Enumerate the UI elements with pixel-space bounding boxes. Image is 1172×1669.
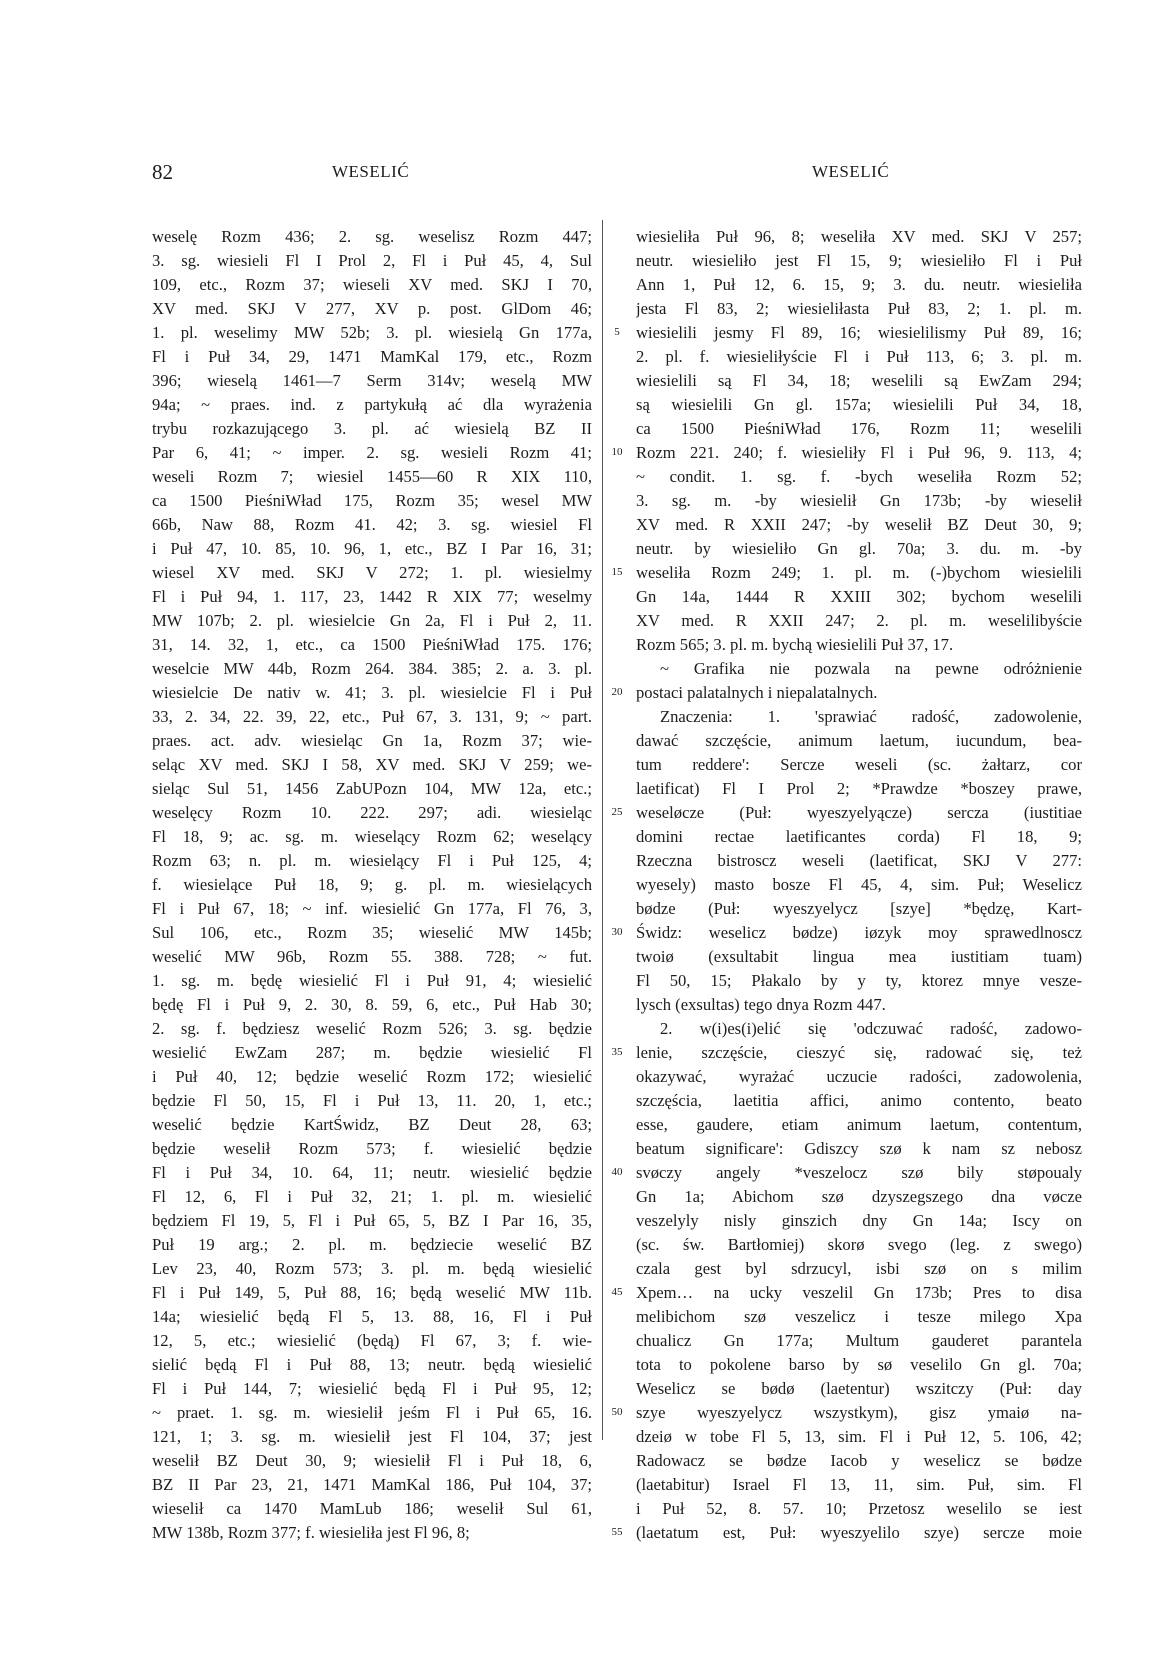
text-line: melibichom szø veszelicz i tesze milego Xpa <box>636 1307 1082 1326</box>
text-line: 2. sg. f. będziesz weselić Rozm 526; 3. sg. będzie <box>152 1019 592 1038</box>
text-line: MW 138b, Rozm 377; f. wiesieliła jest Fl 96, 8; <box>152 1523 470 1542</box>
line-number: 30 <box>611 926 623 938</box>
text-line: wieselił ca 1470 MamLub 186; weselił Sul 61, <box>152 1499 592 1518</box>
text-line: (sc. św. Bartłomiej) skorø svego (leg. z swego) <box>636 1235 1082 1254</box>
text-line: Radowacz se bødze Iacob y weselicz se bødze <box>636 1451 1082 1470</box>
text-line: 1. pl. weselimy MW 52b; 3. pl. wiesielą Gn 177a, <box>152 323 592 342</box>
text-line: Puł 19 arg.; 2. pl. m. będziecie weselić BZ <box>152 1235 592 1254</box>
text-line: praes. act. adv. wiesieląc Gn 1a, Rozm 37; wie- <box>152 731 592 750</box>
text-line: Lev 23, 40, Rozm 573; 3. pl. m. będą wiesielić <box>152 1259 592 1278</box>
left-column <box>152 225 592 1545</box>
text-line: BZ II Par 23, 21, 1471 MamKal 186, Puł 104, 37; <box>152 1475 592 1494</box>
text-line: Fl i Puł 94, 1. 117, 23, 1442 R XIX 77; weselmy <box>152 587 592 606</box>
text-line: seląc XV med. SKJ I 58, XV med. SKJ V 259; we- <box>152 755 592 774</box>
text-line: ca 1500 PieśniWład 176, Rozm 11; weselili <box>636 419 1082 438</box>
text-line: 3. sg. wiesieli Fl I Prol 2, Fl i Puł 45, 4, Sul <box>152 251 592 270</box>
text-line: bødze (Puł: wyeszyelycz [szye] *będzę, Kart- <box>636 899 1082 918</box>
right-column <box>636 225 1082 1545</box>
page-number: 82 <box>152 160 173 184</box>
text-line: Rozm 221. 240; f. wiesieliły Fl i Puł 96, 9. 113, 4; <box>636 443 1082 462</box>
text-line: wyesely) masto bosze Fl 45, 4, sim. Puł; Weselicz <box>636 875 1082 894</box>
text-line: 33, 2. 34, 22. 39, 22, etc., Puł 67, 3. 131, 9; ~ part. <box>152 707 592 726</box>
text-line: Rzeczna bistroscz weseli (laetificat, SKJ V 277: <box>636 851 1082 870</box>
text-line: svøczy angely *veszelocz szø bily støpoualy <box>636 1163 1082 1182</box>
text-line: ~ praet. 1. sg. m. wiesielił jeśm Fl i Puł 65, 16. <box>152 1403 592 1422</box>
text-line: domini rectae laetificantes corda) Fl 18, 9; <box>636 827 1082 846</box>
text-line: okazywać, wyrażać uczucie radości, zadowolenia, <box>636 1067 1082 1086</box>
text-line: 94a; ~ praes. ind. z partykułą ać dla wyrażenia <box>152 395 592 414</box>
line-number: 5 <box>614 326 620 338</box>
text-line: jesta Fl 83, 2; wiesieliłasta Puł 83, 2; 1. pl. m. <box>636 299 1082 318</box>
text-line: Znaczenia: 1. 'sprawiać radość, zadowolenie, <box>660 707 1082 726</box>
line-number: 50 <box>611 1406 623 1418</box>
text-line: weselił BZ Deut 30, 9; wiesielił Fl i Puł 18, 6, <box>152 1451 592 1470</box>
text-line: Fl i Puł 34, 29, 1471 MamKal 179, etc., Rozm <box>152 347 592 366</box>
text-line: 2. pl. f. wiesieliłyście Fl i Puł 113, 6; 3. pl. m. <box>636 347 1082 366</box>
text-line: Sul 106, etc., Rozm 35; wieselić MW 145b; <box>152 923 592 942</box>
text-line: ~ Grafika nie pozwala na pewne odróżnienie <box>660 659 1082 678</box>
text-line: będzie Fl 50, 15, Fl i Puł 13, 11. 20, 1, etc.; <box>152 1091 592 1110</box>
text-line: Ann 1, Puł 12, 6. 15, 9; 3. du. neutr. wiesieliła <box>636 275 1082 294</box>
text-line: lysch (exsultas) tego dnya Rozm 447. <box>636 995 886 1014</box>
text-line: f. wiesielące Puł 18, 9; g. pl. m. wiesielących <box>152 875 592 894</box>
text-line: Rozm 565; 3. pl. m. bychą wiesielili Puł 37, 17. <box>636 635 954 654</box>
line-number: 25 <box>611 806 623 818</box>
text-line: XV med. R XXII 247; 2. pl. m. weselilibyście <box>636 611 1082 630</box>
text-line: 66b, Naw 88, Rozm 41. 42; 3. sg. wiesiel Fl <box>152 515 592 534</box>
text-line: neutr. wiesieliło jest Fl 15, 9; wiesieliło Fl i Puł <box>636 251 1082 270</box>
text-line: wiesieliła Puł 96, 8; weseliła XV med. SKJ V 257; <box>636 227 1082 246</box>
text-line: Rozm 63; n. pl. m. wiesielący Fl i Puł 125, 4; <box>152 851 592 870</box>
line-number: 55 <box>611 1526 623 1538</box>
text-line: MW 107b; 2. pl. wiesielcie Gn 2a, Fl i Puł 2, 11. <box>152 611 592 630</box>
text-line: i Puł 47, 10. 85, 10. 96, 1, etc., BZ I Par 16, 31; <box>152 539 592 558</box>
text-line: wiesel XV med. SKJ V 272; 1. pl. wiesielmy <box>152 563 592 582</box>
text-line: 1. sg. m. będę wiesielić Fl i Puł 91, 4; wiesielić <box>152 971 592 990</box>
text-line: weselęcy Rozm 10. 222. 297; adi. wiesieląc <box>152 803 592 822</box>
text-line: Fl 50, 15; Płakalo by y ty, ktorez mnye vesze- <box>636 971 1082 990</box>
text-line: 396; wieselą 1461—7 Serm 314v; weselą MW <box>152 371 592 390</box>
text-line: 2. w(i)es(i)elić się 'odczuwać radość, zadowo- <box>660 1019 1082 1038</box>
text-line: (laetabitur) Israel Fl 13, 11, sim. Puł, sim. Fl <box>636 1475 1082 1494</box>
text-line: dawać szczęście, animum laetum, iucundum, bea- <box>636 731 1082 750</box>
text-line: Par 6, 41; ~ imper. 2. sg. wesieli Rozm 41; <box>152 443 592 462</box>
line-number: 10 <box>611 446 623 458</box>
text-line: i Puł 40, 12; będzie weselić Rozm 172; wiesielić <box>152 1067 592 1086</box>
text-line: dzeiø w tobe Fl 5, 13, sim. Fl i Puł 12, 5. 106, 42; <box>636 1427 1082 1446</box>
text-line: tum reddere': Sercze weseli (sc. żałtarz, cor <box>636 755 1082 774</box>
text-line: sieląc Sul 51, 1456 ZabUPozn 104, MW 12a, etc.; <box>152 779 592 798</box>
running-headword-right: WESELIĆ <box>812 162 890 181</box>
line-number: 45 <box>611 1286 623 1298</box>
text-line: wiesielili jesmy Fl 89, 16; wiesielilismy Puł 89, 16; <box>636 323 1082 342</box>
text-line: wesielić EwZam 287; m. będzie wiesielić Fl <box>152 1043 592 1062</box>
text-line: esse, gaudere, etiam animum laetum, contentum, <box>636 1115 1082 1134</box>
text-line: ca 1500 PieśniWład 175, Rozm 35; wesel MW <box>152 491 592 510</box>
text-line: laetificat) Fl I Prol 2; *Prawdze *boszey prawe, <box>636 779 1082 798</box>
text-line: (laetatum est, Puł: wyeszyelilo szye) sercze moie <box>636 1523 1082 1542</box>
line-number: 15 <box>611 566 623 578</box>
text-line: wiesielili są Fl 34, 18; weselili są EwZam 294; <box>636 371 1082 390</box>
text-line: wiesielcie De nativ w. 41; 3. pl. wiesielcie Fl i Puł <box>152 683 592 702</box>
text-line: Fl i Puł 149, 5, Puł 88, 16; będą weselić MW 11b. <box>152 1283 592 1302</box>
text-line: będę Fl i Puł 9, 2. 30, 8. 59, 6, etc., Puł Hab 30; <box>152 995 592 1014</box>
text-line: szye wyeszyelycz wszystkym), gisz ymaiø na- <box>636 1403 1082 1422</box>
column-divider <box>602 220 603 1440</box>
text-line: Xpem… na ucky veszelil Gn 173b; Pres to disa <box>636 1283 1082 1302</box>
text-line: weselić będzie KartŚwidz, BZ Deut 28, 63; <box>152 1115 592 1134</box>
text-line: Fl i Puł 67, 18; ~ inf. wiesielić Gn 177a, Fl 76, 3, <box>152 899 592 918</box>
text-line: 12, 5, etc.; wiesielić (będą) Fl 67, 3; f. wie- <box>152 1331 592 1350</box>
text-line: 121, 1; 3. sg. m. wiesielił jest Fl 104, 37; jest <box>152 1427 592 1446</box>
text-line: czala gest byl sdrzucyl, isbi szø on s milim <box>636 1259 1082 1278</box>
text-line: są wiesielili Gn gl. 157a; wiesielili Puł 34, 18, <box>636 395 1082 414</box>
text-line: i Puł 52, 8. 57. 10; Przetosz weselilo se iest <box>636 1499 1082 1518</box>
text-line: weseløcze (Puł: wyeszyelyącze) sercza (iustitiae <box>636 803 1082 822</box>
text-line: Gn 14a, 1444 R XXIII 302; bychom weselili <box>636 587 1082 606</box>
text-line: 31, 14. 32, 1, etc., ca 1500 PieśniWład 175. 176; <box>152 635 592 654</box>
text-line: veszelyly nisly ginszich dny Gn 14a; Iscy on <box>636 1211 1082 1230</box>
text-line: XV med. SKJ V 277, XV p. post. GlDom 46; <box>152 299 592 318</box>
text-line: postaci palatalnych i niepalatalnych. <box>636 683 878 702</box>
text-line: sielić będą Fl i Puł 88, 13; neutr. będą wiesielić <box>152 1355 592 1374</box>
text-line: weselić MW 96b, Rozm 55. 388. 728; ~ fut. <box>152 947 592 966</box>
text-line: weselę Rozm 436; 2. sg. weselisz Rozm 447; <box>152 227 592 246</box>
text-line: weseli Rozm 7; wiesiel 1455—60 R XIX 110, <box>152 467 592 486</box>
text-line: 14a; wiesielić będą Fl 5, 13. 88, 16, Fl i Puł <box>152 1307 592 1326</box>
text-line: lenie, szczęście, cieszyć się, radować się, też <box>636 1043 1082 1062</box>
text-line: Fl 18, 9; ac. sg. m. wieselący Rozm 62; weselący <box>152 827 592 846</box>
text-line: Fl 12, 6, Fl i Puł 32, 21; 1. pl. m. wiesielić <box>152 1187 592 1206</box>
text-line: neutr. by wiesieliło Gn gl. 70a; 3. du. m. -by <box>636 539 1082 558</box>
text-line: 3. sg. m. -by wiesielił Gn 173b; -by wieselił <box>636 491 1082 510</box>
text-line: Świdz: weselicz bødze) iøzyk moy sprawedlnoscz <box>636 923 1082 942</box>
line-number: 40 <box>611 1166 623 1178</box>
text-line: Weselicz se bødø (laetentur) wszitczy (Puł: day <box>636 1379 1082 1398</box>
text-line: trybu rozkazującego 3. pl. ać wiesielą BZ II <box>152 419 592 438</box>
text-line: tota to pokolene barso by sø veselilo Gn gl. 70a; <box>636 1355 1082 1374</box>
text-line: Fl i Puł 34, 10. 64, 11; neutr. wiesielić będzie <box>152 1163 592 1182</box>
text-line: XV med. R XXII 247; -by weselił BZ Deut 30, 9; <box>636 515 1082 534</box>
text-line: będzie weselił Rozm 573; f. wiesielić będzie <box>152 1139 592 1158</box>
text-line: będziem Fl 19, 5, Fl i Puł 65, 5, BZ I Par 16, 35, <box>152 1211 592 1230</box>
text-line: weselcie MW 44b, Rozm 264. 384. 385; 2. a. 3. pl. <box>152 659 592 678</box>
text-line: Fl i Puł 144, 7; wiesielić będą Fl i Puł 95, 12; <box>152 1379 592 1398</box>
text-line: twoiø (exsultabit lingua mea iustitiam tuam) <box>636 947 1082 966</box>
text-line: beatum significare': Gdiszcy szø k nam sz nebosz <box>636 1139 1082 1158</box>
line-number: 35 <box>611 1046 623 1058</box>
text-line: 109, etc., Rozm 37; wieseli XV med. SKJ I 70, <box>152 275 592 294</box>
text-line: weseliła Rozm 249; 1. pl. m. (-)bychom wiesielili <box>636 563 1082 582</box>
text-line: Gn 1a; Abichom szø dzyszegszego dna vøcze <box>636 1187 1082 1206</box>
line-number: 20 <box>611 686 623 698</box>
text-line: szczęścia, laetitia affici, animo contento, beato <box>636 1091 1082 1110</box>
running-headword-left: WESELIĆ <box>332 162 410 181</box>
text-line: ~ condit. 1. sg. f. -bych weseliła Rozm 52; <box>636 467 1082 486</box>
running-header <box>0 160 1172 200</box>
text-line: chualicz Gn 177a; Multum gauderet parantela <box>636 1331 1082 1350</box>
